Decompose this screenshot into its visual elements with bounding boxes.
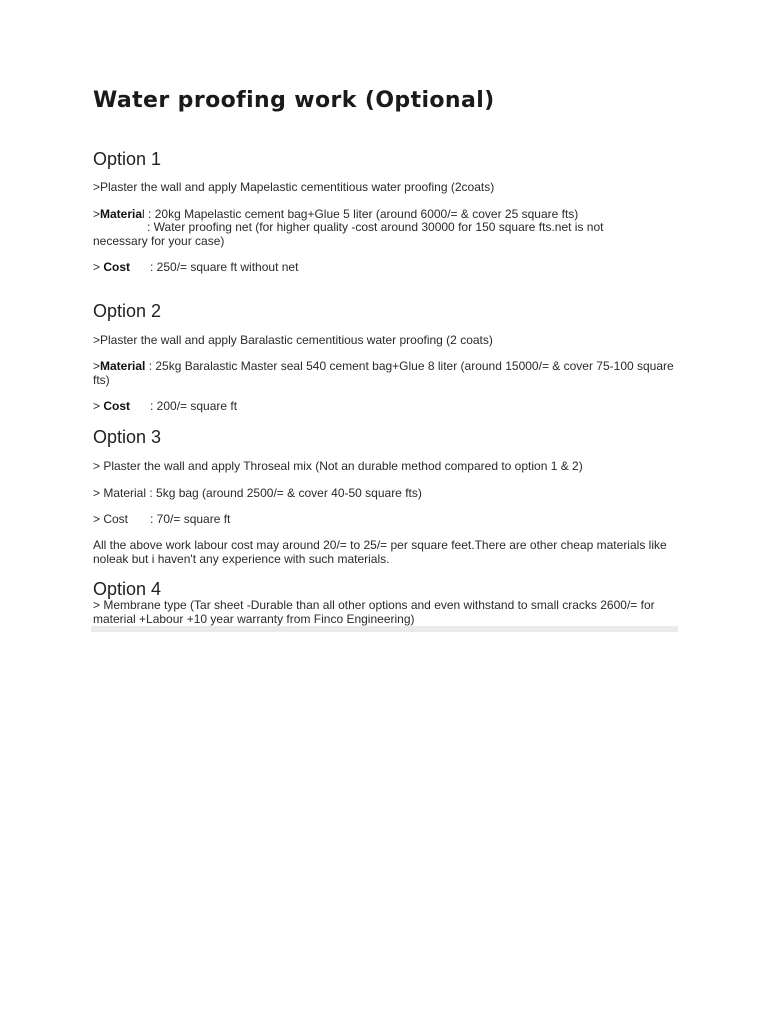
cost-label: > Cost bbox=[93, 512, 129, 526]
option-3-heading: Option 3 bbox=[93, 427, 162, 447]
material-detail: l : 20kg Mapelastic cement bag+Glue 5 liter (around 6000/= & cover 25 square fts) bbox=[142, 207, 579, 221]
cost-value: : 250/= square ft without net bbox=[150, 260, 299, 274]
material-prefix: > bbox=[93, 359, 101, 373]
material-label: Materia bbox=[100, 207, 143, 221]
material-label: Material bbox=[100, 359, 146, 373]
cost-value: : 70/= square ft bbox=[150, 512, 231, 526]
content-divider bbox=[91, 626, 678, 632]
page-title: Water proofing work (Optional) bbox=[93, 88, 495, 113]
cost-prefix: > bbox=[93, 260, 104, 274]
option-4-heading: Option 4 bbox=[93, 579, 162, 599]
material-prefix: > bbox=[93, 207, 101, 221]
option-3-cost bbox=[93, 513, 683, 527]
material-detail: : 25kg Baralastic Master seal 540 cement bag+Glue 8 liter (around 15000/= & cover 75-100 square fts) bbox=[93, 359, 674, 387]
cost-prefix: > bbox=[93, 399, 104, 413]
option-2-material bbox=[93, 360, 683, 387]
net-detail: : Water proofing net (for higher quality -cost around 30000 for 150 square fts.net is not bbox=[147, 220, 604, 234]
option-3-method: > Plaster the wall and apply Throseal mix (Not an durable method compared to option 1 & 2) bbox=[93, 459, 583, 473]
option-1-heading: Option 1 bbox=[93, 149, 162, 169]
cost-value: : 200/= square ft bbox=[150, 399, 238, 413]
labour-cost-note: All the above work labour cost may around 20/= to 25/= per square feet.There are other cheap materials like noleak but i haven't any experience with such materials. bbox=[93, 538, 667, 566]
option-1-method: >Plaster the wall and apply Mapelastic cementitious water proofing (2coats) bbox=[93, 180, 495, 194]
option-2-method: >Plaster the wall and apply Baralastic cementitious water proofing (2 coats) bbox=[93, 333, 493, 347]
cost-label: Cost bbox=[103, 399, 131, 413]
option-3-material: > Material : 5kg bag (around 2500/= & cover 40-50 square fts) bbox=[93, 486, 422, 500]
cost-label: Cost bbox=[103, 260, 131, 274]
option-2-heading: Option 2 bbox=[93, 301, 162, 321]
option-2-cost bbox=[93, 400, 683, 414]
option-1-cost bbox=[93, 261, 683, 275]
option-1-net-cont: necessary for your case) bbox=[93, 234, 225, 248]
option-4-method: > Membrane type (Tar sheet -Durable than all other options and even withstand to small cracks 2600/= for material +Labour +10 year warranty from Finco Engineering) bbox=[93, 598, 655, 626]
